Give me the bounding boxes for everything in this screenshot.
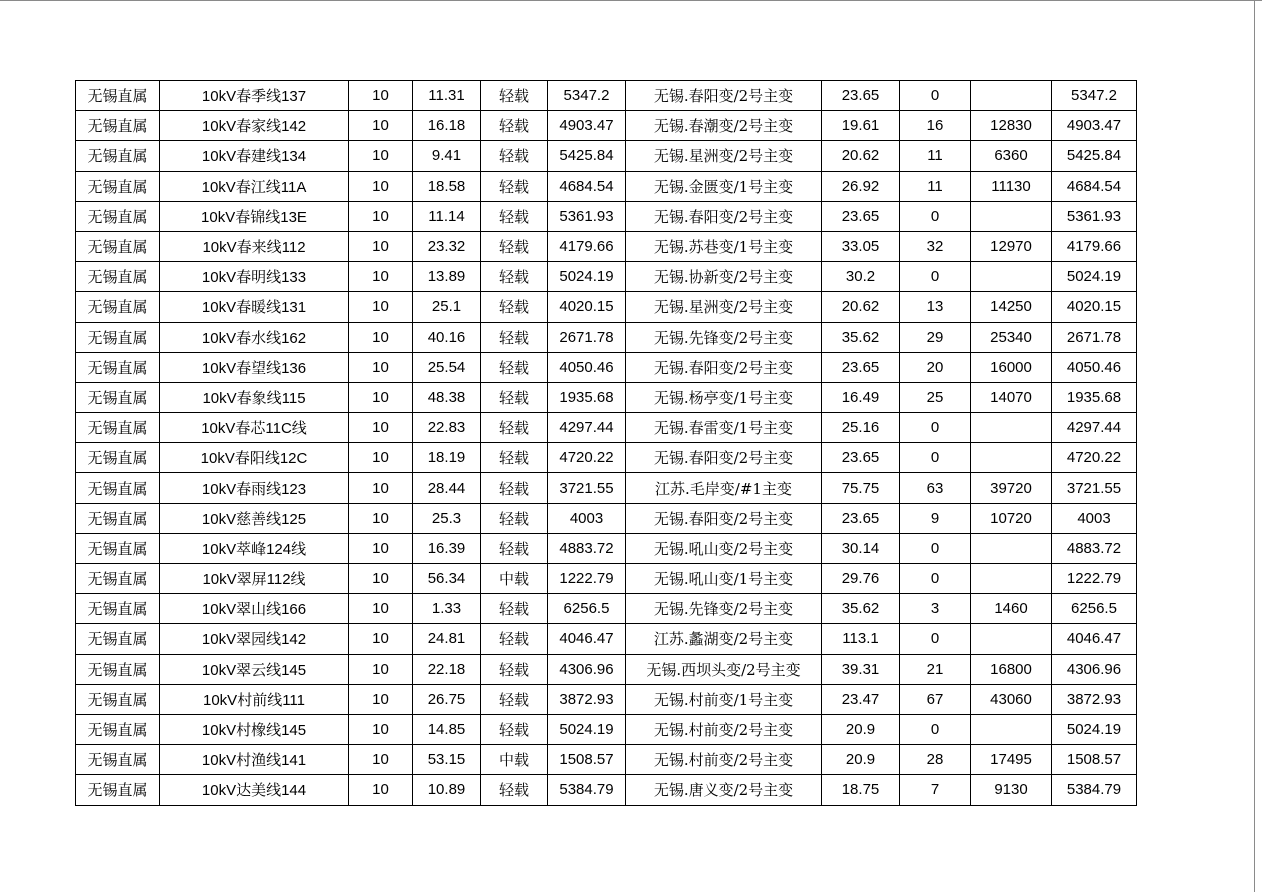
- table-row: [76, 714, 1137, 744]
- remaining-capacity-cell: 4684.54: [1052, 171, 1137, 201]
- available-capacity-cell: 1222.79: [548, 564, 626, 594]
- load-status-cell: 轻载: [481, 231, 548, 261]
- transformer-load-cell: 26.92: [822, 171, 900, 201]
- load-status-cell: 轻载: [481, 624, 548, 654]
- sheet-right-border: [1254, 0, 1255, 892]
- feeder-name-cell: 10kV春水线162: [160, 322, 349, 352]
- user-count-cell: 0: [900, 262, 971, 292]
- voltage-cell: 10: [349, 624, 413, 654]
- transformer-cell: 无锡.春阳变/2号主变: [626, 201, 822, 231]
- available-capacity-cell: 4297.44: [548, 413, 626, 443]
- load-rate-cell: 11.14: [413, 201, 481, 231]
- available-capacity-cell: 5361.93: [548, 201, 626, 231]
- available-capacity-cell: 5347.2: [548, 81, 626, 111]
- remaining-capacity-cell: 4883.72: [1052, 533, 1137, 563]
- transformer-cell: 江苏.蠡湖变/2号主变: [626, 624, 822, 654]
- unit-cell: 无锡直属: [76, 503, 160, 533]
- unit-cell: 无锡直属: [76, 413, 160, 443]
- table-row: [76, 473, 1137, 503]
- available-capacity-cell: 5384.79: [548, 775, 626, 805]
- user-capacity-cell: 17495: [971, 745, 1052, 775]
- available-capacity-cell: 5024.19: [548, 262, 626, 292]
- transformer-cell: 无锡.星洲变/2号主变: [626, 292, 822, 322]
- transformer-load-cell: 25.16: [822, 413, 900, 443]
- feeder-name-cell: 10kV春雨线123: [160, 473, 349, 503]
- transformer-cell: 无锡.金匮变/1号主变: [626, 171, 822, 201]
- user-count-cell: 0: [900, 624, 971, 654]
- transformer-load-cell: 30.14: [822, 533, 900, 563]
- unit-cell: 无锡直属: [76, 533, 160, 563]
- voltage-cell: 10: [349, 564, 413, 594]
- user-count-cell: 63: [900, 473, 971, 503]
- remaining-capacity-cell: 4179.66: [1052, 231, 1137, 261]
- user-count-cell: 16: [900, 111, 971, 141]
- unit-cell: 无锡直属: [76, 171, 160, 201]
- user-count-cell: 11: [900, 141, 971, 171]
- user-capacity-cell: [971, 714, 1052, 744]
- transformer-load-cell: 23.65: [822, 81, 900, 111]
- load-rate-cell: 10.89: [413, 775, 481, 805]
- table-row: [76, 111, 1137, 141]
- transformer-cell: 无锡.先锋变/2号主变: [626, 322, 822, 352]
- remaining-capacity-cell: 5347.2: [1052, 81, 1137, 111]
- load-status-cell: 轻载: [481, 292, 548, 322]
- user-count-cell: 3: [900, 594, 971, 624]
- table-row: [76, 231, 1137, 261]
- transformer-cell: 江苏.毛岸变/#1主变: [626, 473, 822, 503]
- user-capacity-cell: 9130: [971, 775, 1052, 805]
- transformer-cell: 无锡.星洲变/2号主变: [626, 141, 822, 171]
- user-count-cell: 0: [900, 564, 971, 594]
- voltage-cell: 10: [349, 775, 413, 805]
- available-capacity-cell: 2671.78: [548, 322, 626, 352]
- transformer-load-cell: 19.61: [822, 111, 900, 141]
- available-capacity-cell: 4684.54: [548, 171, 626, 201]
- user-capacity-cell: 39720: [971, 473, 1052, 503]
- voltage-cell: 10: [349, 262, 413, 292]
- table-row: [76, 533, 1137, 563]
- unit-cell: 无锡直属: [76, 443, 160, 473]
- available-capacity-cell: 4883.72: [548, 533, 626, 563]
- table-row: [76, 775, 1137, 805]
- unit-cell: 无锡直属: [76, 81, 160, 111]
- transformer-load-cell: 39.31: [822, 654, 900, 684]
- unit-cell: 无锡直属: [76, 382, 160, 412]
- table-row: [76, 654, 1137, 684]
- table-row: [76, 292, 1137, 322]
- load-rate-cell: 22.18: [413, 654, 481, 684]
- voltage-cell: 10: [349, 201, 413, 231]
- feeder-name-cell: 10kV翠云线145: [160, 654, 349, 684]
- load-rate-cell: 25.54: [413, 352, 481, 382]
- unit-cell: 无锡直属: [76, 775, 160, 805]
- user-count-cell: 0: [900, 533, 971, 563]
- load-rate-cell: 24.81: [413, 624, 481, 654]
- load-rate-cell: 53.15: [413, 745, 481, 775]
- transformer-load-cell: 18.75: [822, 775, 900, 805]
- voltage-cell: 10: [349, 352, 413, 382]
- transformer-cell: 无锡.杨亭变/1号主变: [626, 382, 822, 412]
- available-capacity-cell: 4903.47: [548, 111, 626, 141]
- table-row: [76, 322, 1137, 352]
- available-capacity-cell: 5024.19: [548, 714, 626, 744]
- user-capacity-cell: [971, 564, 1052, 594]
- feeder-name-cell: 10kV春建线134: [160, 141, 349, 171]
- user-count-cell: 0: [900, 443, 971, 473]
- remaining-capacity-cell: 4020.15: [1052, 292, 1137, 322]
- voltage-cell: 10: [349, 111, 413, 141]
- remaining-capacity-cell: 5024.19: [1052, 262, 1137, 292]
- available-capacity-cell: 4046.47: [548, 624, 626, 654]
- table-row: [76, 443, 1137, 473]
- remaining-capacity-cell: 1508.57: [1052, 745, 1137, 775]
- unit-cell: 无锡直属: [76, 352, 160, 382]
- feeder-name-cell: 10kV翠屏112线: [160, 564, 349, 594]
- feeder-name-cell: 10kV村渔线141: [160, 745, 349, 775]
- load-status-cell: 轻载: [481, 654, 548, 684]
- load-rate-cell: 13.89: [413, 262, 481, 292]
- transformer-cell: 无锡.先锋变/2号主变: [626, 594, 822, 624]
- user-capacity-cell: [971, 624, 1052, 654]
- unit-cell: 无锡直属: [76, 624, 160, 654]
- unit-cell: 无锡直属: [76, 231, 160, 261]
- transformer-load-cell: 29.76: [822, 564, 900, 594]
- unit-cell: 无锡直属: [76, 745, 160, 775]
- user-capacity-cell: 6360: [971, 141, 1052, 171]
- table-row: [76, 262, 1137, 292]
- table-row: [76, 503, 1137, 533]
- load-status-cell: 轻载: [481, 262, 548, 292]
- unit-cell: 无锡直属: [76, 292, 160, 322]
- load-rate-cell: 18.19: [413, 443, 481, 473]
- feeder-name-cell: 10kV春望线136: [160, 352, 349, 382]
- unit-cell: 无锡直属: [76, 684, 160, 714]
- user-capacity-cell: 12830: [971, 111, 1052, 141]
- load-status-cell: 轻载: [481, 141, 548, 171]
- available-capacity-cell: 4003: [548, 503, 626, 533]
- transformer-cell: 无锡.春雷变/1号主变: [626, 413, 822, 443]
- feeder-name-cell: 10kV村前线111: [160, 684, 349, 714]
- unit-cell: 无锡直属: [76, 714, 160, 744]
- user-count-cell: 29: [900, 322, 971, 352]
- user-capacity-cell: [971, 201, 1052, 231]
- table-row: [76, 684, 1137, 714]
- user-capacity-cell: 10720: [971, 503, 1052, 533]
- table-body: [76, 81, 1137, 806]
- transformer-load-cell: 20.62: [822, 141, 900, 171]
- available-capacity-cell: 4720.22: [548, 443, 626, 473]
- transformer-cell: 无锡.春阳变/2号主变: [626, 81, 822, 111]
- user-capacity-cell: [971, 262, 1052, 292]
- transformer-load-cell: 23.65: [822, 201, 900, 231]
- transformer-cell: 无锡.春阳变/2号主变: [626, 503, 822, 533]
- remaining-capacity-cell: 4720.22: [1052, 443, 1137, 473]
- voltage-cell: 10: [349, 473, 413, 503]
- user-capacity-cell: [971, 413, 1052, 443]
- feeder-name-cell: 10kV翠园线142: [160, 624, 349, 654]
- transformer-cell: 无锡.唐义变/2号主变: [626, 775, 822, 805]
- voltage-cell: 10: [349, 322, 413, 352]
- transformer-cell: 无锡.村前变/1号主变: [626, 684, 822, 714]
- user-count-cell: 21: [900, 654, 971, 684]
- load-rate-cell: 56.34: [413, 564, 481, 594]
- load-rate-cell: 16.18: [413, 111, 481, 141]
- remaining-capacity-cell: 5384.79: [1052, 775, 1137, 805]
- user-capacity-cell: 43060: [971, 684, 1052, 714]
- transformer-load-cell: 35.62: [822, 594, 900, 624]
- unit-cell: 无锡直属: [76, 111, 160, 141]
- user-count-cell: 67: [900, 684, 971, 714]
- voltage-cell: 10: [349, 714, 413, 744]
- load-status-cell: 轻载: [481, 111, 548, 141]
- remaining-capacity-cell: 5425.84: [1052, 141, 1137, 171]
- user-count-cell: 32: [900, 231, 971, 261]
- table-row: [76, 81, 1137, 111]
- load-status-cell: 中载: [481, 564, 548, 594]
- available-capacity-cell: 5425.84: [548, 141, 626, 171]
- transformer-load-cell: 20.9: [822, 714, 900, 744]
- transformer-cell: 无锡.协新变/2号主变: [626, 262, 822, 292]
- table-row: [76, 413, 1137, 443]
- feeder-name-cell: 10kV达美线144: [160, 775, 349, 805]
- transformer-load-cell: 33.05: [822, 231, 900, 261]
- transformer-cell: 无锡.村前变/2号主变: [626, 714, 822, 744]
- remaining-capacity-cell: 5361.93: [1052, 201, 1137, 231]
- remaining-capacity-cell: 2671.78: [1052, 322, 1137, 352]
- feeder-name-cell: 10kV萃峰124线: [160, 533, 349, 563]
- voltage-cell: 10: [349, 594, 413, 624]
- user-capacity-cell: [971, 533, 1052, 563]
- voltage-cell: 10: [349, 292, 413, 322]
- available-capacity-cell: 3872.93: [548, 684, 626, 714]
- voltage-cell: 10: [349, 231, 413, 261]
- load-status-cell: 轻载: [481, 443, 548, 473]
- transformer-cell: 无锡.村前变/2号主变: [626, 745, 822, 775]
- load-status-cell: 轻载: [481, 201, 548, 231]
- user-count-cell: 9: [900, 503, 971, 533]
- voltage-cell: 10: [349, 443, 413, 473]
- feeder-name-cell: 10kV春锦线13E: [160, 201, 349, 231]
- table-row: [76, 745, 1137, 775]
- load-status-cell: 轻载: [481, 503, 548, 533]
- remaining-capacity-cell: 4903.47: [1052, 111, 1137, 141]
- voltage-cell: 10: [349, 533, 413, 563]
- load-rate-cell: 26.75: [413, 684, 481, 714]
- transformer-load-cell: 75.75: [822, 473, 900, 503]
- load-rate-cell: 1.33: [413, 594, 481, 624]
- remaining-capacity-cell: 4003: [1052, 503, 1137, 533]
- transformer-cell: 无锡.春阳变/2号主变: [626, 352, 822, 382]
- table-row: [76, 171, 1137, 201]
- remaining-capacity-cell: 3872.93: [1052, 684, 1137, 714]
- load-rate-cell: 40.16: [413, 322, 481, 352]
- user-count-cell: 0: [900, 714, 971, 744]
- load-status-cell: 轻载: [481, 322, 548, 352]
- load-status-cell: 轻载: [481, 171, 548, 201]
- remaining-capacity-cell: 4297.44: [1052, 413, 1137, 443]
- load-rate-cell: 22.83: [413, 413, 481, 443]
- transformer-cell: 无锡.春阳变/2号主变: [626, 443, 822, 473]
- feeder-name-cell: 10kV春明线133: [160, 262, 349, 292]
- load-rate-cell: 18.58: [413, 171, 481, 201]
- feeder-name-cell: 10kV春芯11C线: [160, 413, 349, 443]
- unit-cell: 无锡直属: [76, 141, 160, 171]
- voltage-cell: 10: [349, 81, 413, 111]
- voltage-cell: 10: [349, 171, 413, 201]
- user-capacity-cell: 25340: [971, 322, 1052, 352]
- user-capacity-cell: 12970: [971, 231, 1052, 261]
- transformer-cell: 无锡.吼山变/1号主变: [626, 564, 822, 594]
- transformer-load-cell: 20.62: [822, 292, 900, 322]
- available-capacity-cell: 4179.66: [548, 231, 626, 261]
- load-rate-cell: 25.3: [413, 503, 481, 533]
- feeder-name-cell: 10kV春暖线131: [160, 292, 349, 322]
- user-count-cell: 0: [900, 81, 971, 111]
- load-status-cell: 轻载: [481, 413, 548, 443]
- unit-cell: 无锡直属: [76, 322, 160, 352]
- voltage-cell: 10: [349, 684, 413, 714]
- user-count-cell: 0: [900, 413, 971, 443]
- unit-cell: 无锡直属: [76, 594, 160, 624]
- load-status-cell: 轻载: [481, 594, 548, 624]
- table-row: [76, 201, 1137, 231]
- user-count-cell: 28: [900, 745, 971, 775]
- user-capacity-cell: 1460: [971, 594, 1052, 624]
- voltage-cell: 10: [349, 654, 413, 684]
- feeder-name-cell: 10kV春阳线12C: [160, 443, 349, 473]
- remaining-capacity-cell: 1935.68: [1052, 382, 1137, 412]
- unit-cell: 无锡直属: [76, 473, 160, 503]
- remaining-capacity-cell: 1222.79: [1052, 564, 1137, 594]
- user-count-cell: 20: [900, 352, 971, 382]
- transformer-cell: 无锡.春潮变/2号主变: [626, 111, 822, 141]
- user-capacity-cell: 11130: [971, 171, 1052, 201]
- feeder-name-cell: 10kV春象线115: [160, 382, 349, 412]
- sheet-top-border: [0, 0, 1262, 1]
- available-capacity-cell: 1935.68: [548, 382, 626, 412]
- feeder-name-cell: 10kV翠山线166: [160, 594, 349, 624]
- user-capacity-cell: 14070: [971, 382, 1052, 412]
- transformer-load-cell: 30.2: [822, 262, 900, 292]
- user-count-cell: 13: [900, 292, 971, 322]
- user-count-cell: 25: [900, 382, 971, 412]
- available-capacity-cell: 4020.15: [548, 292, 626, 322]
- available-capacity-cell: 6256.5: [548, 594, 626, 624]
- feeder-name-cell: 10kV春季线137: [160, 81, 349, 111]
- user-capacity-cell: 16000: [971, 352, 1052, 382]
- feeder-load-table: [75, 80, 1137, 806]
- voltage-cell: 10: [349, 503, 413, 533]
- load-status-cell: 轻载: [481, 714, 548, 744]
- remaining-capacity-cell: 4046.47: [1052, 624, 1137, 654]
- load-rate-cell: 11.31: [413, 81, 481, 111]
- remaining-capacity-cell: 4050.46: [1052, 352, 1137, 382]
- table-row: [76, 624, 1137, 654]
- load-rate-cell: 9.41: [413, 141, 481, 171]
- remaining-capacity-cell: 6256.5: [1052, 594, 1137, 624]
- feeder-name-cell: 10kV春家线142: [160, 111, 349, 141]
- unit-cell: 无锡直属: [76, 654, 160, 684]
- load-status-cell: 轻载: [481, 473, 548, 503]
- transformer-load-cell: 23.65: [822, 443, 900, 473]
- user-capacity-cell: [971, 81, 1052, 111]
- table-row: [76, 382, 1137, 412]
- load-status-cell: 轻载: [481, 81, 548, 111]
- transformer-load-cell: 16.49: [822, 382, 900, 412]
- voltage-cell: 10: [349, 382, 413, 412]
- user-count-cell: 7: [900, 775, 971, 805]
- available-capacity-cell: 3721.55: [548, 473, 626, 503]
- transformer-load-cell: 20.9: [822, 745, 900, 775]
- load-status-cell: 轻载: [481, 775, 548, 805]
- load-status-cell: 轻载: [481, 382, 548, 412]
- user-count-cell: 0: [900, 201, 971, 231]
- remaining-capacity-cell: 3721.55: [1052, 473, 1137, 503]
- voltage-cell: 10: [349, 745, 413, 775]
- load-status-cell: 轻载: [481, 352, 548, 382]
- table-row: [76, 564, 1137, 594]
- unit-cell: 无锡直属: [76, 564, 160, 594]
- feeder-name-cell: 10kV慈善线125: [160, 503, 349, 533]
- unit-cell: 无锡直属: [76, 262, 160, 292]
- user-capacity-cell: 16800: [971, 654, 1052, 684]
- transformer-load-cell: 23.65: [822, 503, 900, 533]
- load-rate-cell: 23.32: [413, 231, 481, 261]
- table-row: [76, 594, 1137, 624]
- user-capacity-cell: [971, 443, 1052, 473]
- transformer-cell: 无锡.西坝头变/2号主变: [626, 654, 822, 684]
- transformer-cell: 无锡.吼山变/2号主变: [626, 533, 822, 563]
- voltage-cell: 10: [349, 141, 413, 171]
- load-rate-cell: 25.1: [413, 292, 481, 322]
- user-count-cell: 11: [900, 171, 971, 201]
- load-rate-cell: 16.39: [413, 533, 481, 563]
- load-rate-cell: 14.85: [413, 714, 481, 744]
- user-capacity-cell: 14250: [971, 292, 1052, 322]
- transformer-load-cell: 23.65: [822, 352, 900, 382]
- feeder-name-cell: 10kV春来线112: [160, 231, 349, 261]
- available-capacity-cell: 4306.96: [548, 654, 626, 684]
- available-capacity-cell: 1508.57: [548, 745, 626, 775]
- unit-cell: 无锡直属: [76, 201, 160, 231]
- transformer-cell: 无锡.苏巷变/1号主变: [626, 231, 822, 261]
- load-status-cell: 中载: [481, 745, 548, 775]
- voltage-cell: 10: [349, 413, 413, 443]
- remaining-capacity-cell: 5024.19: [1052, 714, 1137, 744]
- feeder-name-cell: 10kV春江线11A: [160, 171, 349, 201]
- transformer-load-cell: 35.62: [822, 322, 900, 352]
- remaining-capacity-cell: 4306.96: [1052, 654, 1137, 684]
- load-rate-cell: 28.44: [413, 473, 481, 503]
- transformer-load-cell: 23.47: [822, 684, 900, 714]
- feeder-name-cell: 10kV村橡线145: [160, 714, 349, 744]
- load-rate-cell: 48.38: [413, 382, 481, 412]
- available-capacity-cell: 4050.46: [548, 352, 626, 382]
- load-status-cell: 轻载: [481, 533, 548, 563]
- table-row: [76, 141, 1137, 171]
- transformer-load-cell: 113.1: [822, 624, 900, 654]
- load-status-cell: 轻载: [481, 684, 548, 714]
- table-row: [76, 352, 1137, 382]
